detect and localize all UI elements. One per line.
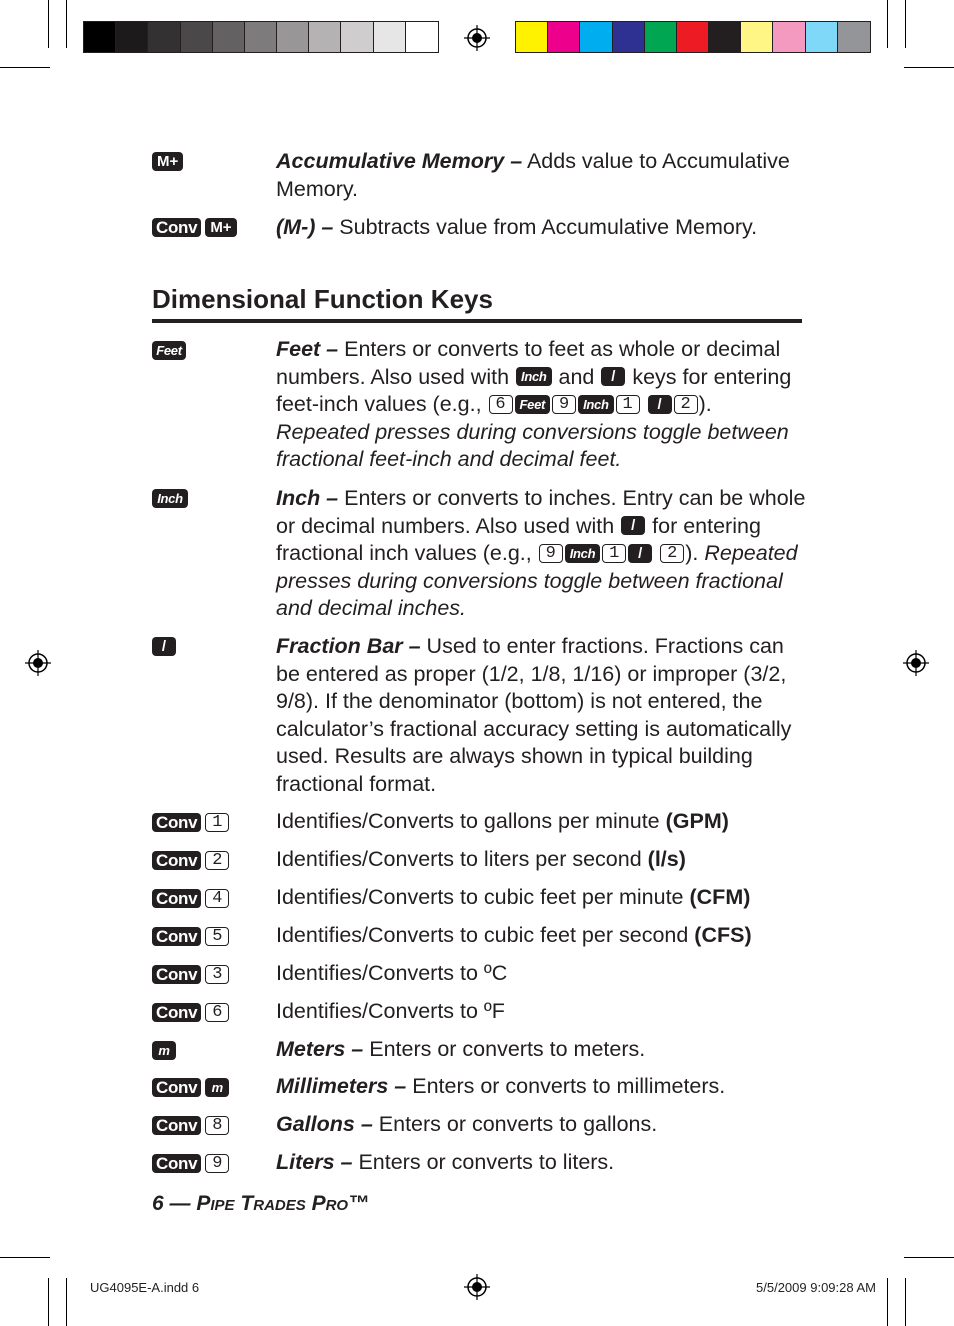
term: Millimeters – — [276, 1074, 407, 1098]
color-swatch — [838, 22, 870, 52]
desc-text: Enters or converts to feet as whole or decimal numbers. Also used with — [276, 337, 781, 389]
digit-key: 9 — [539, 544, 563, 563]
footer-text: P — [305, 1192, 326, 1215]
desc-text: ). — [685, 541, 705, 565]
color-swatch — [806, 22, 838, 52]
accumulative-memory-desc — [276, 148, 806, 203]
crop-mark — [66, 1278, 67, 1326]
desc-text: Enters or converts to gallons. — [372, 1112, 658, 1136]
meters-key: m — [152, 1041, 176, 1060]
color-swatch — [213, 22, 245, 52]
fraction-key: / — [152, 637, 176, 656]
desc-note: Repeated presses during conversions toggle between fractional and decimal inches. — [276, 541, 798, 620]
key-group — [152, 1041, 176, 1060]
desc-text: Identifies/Converts to cubic feet per minute — [276, 885, 690, 909]
registration-mark-icon — [464, 1274, 490, 1300]
conv-key: Conv — [152, 965, 201, 984]
footer-text: RADES — [253, 1197, 306, 1214]
digit-key: 9 — [205, 1154, 229, 1173]
file-slug: UG4095E-A.indd 6 — [90, 1280, 200, 1295]
inch-key: Inch — [578, 395, 614, 414]
footer-text: IPE — [210, 1197, 235, 1214]
color-bar — [515, 21, 871, 53]
color-swatch — [613, 22, 645, 52]
conv-key: Conv — [152, 1078, 201, 1097]
color-swatch — [84, 22, 116, 52]
desc-text: Used to enter fractions. Fractions can be entered as proper (1/2, 1/8, 1/16) or improper (3/2, 9/8). If the denominator (bottom) is not entered, the calculator’s fractional accuracy setting is automatically used. Results are always shown in typical building fractional format. — [276, 634, 792, 796]
meters-desc — [276, 1036, 806, 1064]
term: Fraction Bar – — [276, 634, 421, 658]
term: Inch – — [276, 486, 339, 510]
unit-label: (CFS) — [694, 923, 752, 947]
color-swatch — [645, 22, 677, 52]
digit-key: 5 — [205, 927, 229, 946]
conv-key: Conv — [152, 851, 201, 870]
key-group — [152, 152, 183, 171]
mplus-key: M+ — [205, 218, 236, 237]
mplus-key: M+ — [152, 152, 183, 171]
section-title: Dimensional Function Keys — [152, 284, 493, 314]
inch-desc — [276, 485, 806, 623]
crop-mark — [905, 1278, 906, 1326]
key-group — [152, 851, 229, 870]
crop-mark — [905, 0, 906, 48]
fahrenheit-desc — [276, 998, 806, 1026]
color-swatch — [309, 22, 341, 52]
date-slug: 5/5/2009 9:09:28 AM — [756, 1280, 876, 1295]
term: Liters – — [276, 1150, 353, 1174]
msub-desc — [276, 214, 806, 242]
unit-label: (l/s) — [647, 847, 686, 871]
digit-key: 1 — [616, 395, 640, 414]
desc-note: Repeated presses during conversions toggle between fractional feet-inch and decimal feet. — [276, 419, 789, 471]
feet-key: Feet — [515, 395, 551, 414]
crop-mark — [48, 0, 49, 48]
feet-key: Feet — [152, 341, 186, 360]
feet-desc — [276, 336, 806, 474]
digit-key: 6 — [205, 1003, 229, 1022]
color-swatch — [741, 22, 773, 52]
digit-key: 1 — [205, 813, 229, 832]
digit-key: 9 — [552, 395, 576, 414]
key-group — [152, 218, 237, 237]
page-number: 6 — — [152, 1192, 197, 1215]
gallons-desc — [276, 1111, 806, 1139]
key-group — [152, 927, 229, 946]
footer-text: RO — [325, 1197, 349, 1214]
desc-text: Enters or converts to liters. — [352, 1150, 615, 1174]
gpm-desc — [276, 808, 806, 836]
desc-text: Enters or converts to meters. — [363, 1037, 646, 1061]
inch-key: Inch — [565, 544, 601, 563]
crop-mark — [887, 0, 888, 48]
color-swatch — [580, 22, 612, 52]
digit-key: 1 — [602, 544, 626, 563]
desc-text: Enters or converts to millimeters. — [406, 1074, 726, 1098]
inch-key: Inch — [152, 489, 188, 508]
color-swatch — [548, 22, 580, 52]
cfm-desc — [276, 884, 806, 912]
conv-key: Conv — [152, 1116, 201, 1135]
crop-mark — [0, 67, 50, 68]
registration-mark-icon — [464, 25, 490, 51]
unit-label: (CFM) — [689, 885, 751, 909]
desc-text: ). — [698, 392, 712, 416]
page-footer — [152, 1192, 369, 1216]
unit-label: (GPM) — [665, 809, 729, 833]
crop-mark — [904, 67, 954, 68]
desc-text: Identifies/Converts to ºC — [276, 961, 508, 985]
footer-text: P — [196, 1192, 211, 1215]
desc-text: Subtracts value from Accumulative Memory. — [333, 215, 758, 239]
digit-key: 6 — [489, 395, 513, 414]
key-group — [152, 889, 229, 908]
digit-key: 3 — [205, 965, 229, 984]
footer-text: T — [234, 1192, 254, 1215]
lps-desc — [276, 846, 806, 874]
registration-mark-icon — [903, 650, 929, 676]
conv-key: Conv — [152, 813, 201, 832]
color-swatch — [277, 22, 309, 52]
digit-key: 2 — [205, 851, 229, 870]
key-group — [152, 341, 186, 360]
digit-key: 4 — [205, 889, 229, 908]
color-swatch — [245, 22, 277, 52]
color-swatch — [677, 22, 709, 52]
color-swatch — [709, 22, 741, 52]
liters-desc — [276, 1149, 806, 1177]
conv-key: Conv — [152, 218, 201, 237]
desc-text: Enters or converts to inches. Entry can be whole or decimal numbers. Also used with — [276, 486, 806, 538]
grayscale-bar — [83, 21, 439, 53]
fraction-key: / — [628, 544, 652, 563]
crop-mark — [48, 1278, 49, 1326]
desc-text: Adds value to Accumulative Memory. — [276, 149, 790, 201]
fraction-desc — [276, 633, 806, 798]
conv-key: Conv — [152, 927, 201, 946]
key-group — [152, 1078, 229, 1097]
digit-key: 2 — [674, 395, 698, 414]
desc-text: Identifies/Converts to ºF — [276, 999, 505, 1023]
conv-key: Conv — [152, 1003, 201, 1022]
registration-mark-icon — [25, 650, 51, 676]
digit-key: 2 — [660, 544, 684, 563]
millimeters-desc — [276, 1073, 806, 1101]
color-swatch — [406, 22, 438, 52]
term: Feet – — [276, 337, 339, 361]
fraction-key: / — [601, 367, 625, 386]
footer-text: ™ — [348, 1192, 370, 1215]
term: Accumulative Memory – — [276, 149, 523, 173]
term: Meters – — [276, 1037, 364, 1061]
key-group — [152, 1003, 229, 1022]
color-swatch — [341, 22, 373, 52]
digit-key: 8 — [205, 1116, 229, 1135]
key-group — [152, 637, 176, 656]
desc-text: Identifies/Converts to cubic feet per second — [276, 923, 695, 947]
color-swatch — [374, 22, 406, 52]
color-swatch — [516, 22, 548, 52]
crop-mark — [904, 1257, 954, 1258]
color-swatch — [181, 22, 213, 52]
conv-key: Conv — [152, 1154, 201, 1173]
key-group — [152, 813, 229, 832]
key-group — [152, 1154, 229, 1173]
color-swatch — [116, 22, 148, 52]
crop-mark — [0, 1257, 50, 1258]
fraction-key: / — [621, 516, 645, 535]
section-rule — [152, 319, 802, 323]
key-group — [152, 965, 229, 984]
celsius-desc — [276, 960, 806, 988]
term: Gallons – — [276, 1112, 373, 1136]
desc-text: keys for entering feet-inch values (e.g., — [276, 364, 792, 416]
desc-text: Identifies/Converts to liters per second — [276, 847, 648, 871]
desc-text: for entering fractional inch values (e.g., — [276, 513, 761, 565]
color-swatch — [148, 22, 180, 52]
crop-mark — [66, 0, 67, 48]
fraction-key: / — [648, 395, 672, 414]
desc-text: and — [552, 364, 601, 389]
term: (M-) – — [276, 215, 334, 239]
desc-text: Identifies/Converts to gallons per minute — [276, 809, 666, 833]
key-group — [152, 489, 188, 508]
inch-key: Inch — [516, 367, 552, 386]
color-swatch — [773, 22, 805, 52]
conv-key: Conv — [152, 889, 201, 908]
cfs-desc — [276, 922, 806, 950]
crop-mark — [887, 1278, 888, 1326]
key-group — [152, 1116, 229, 1135]
meters-key: m — [205, 1078, 229, 1097]
